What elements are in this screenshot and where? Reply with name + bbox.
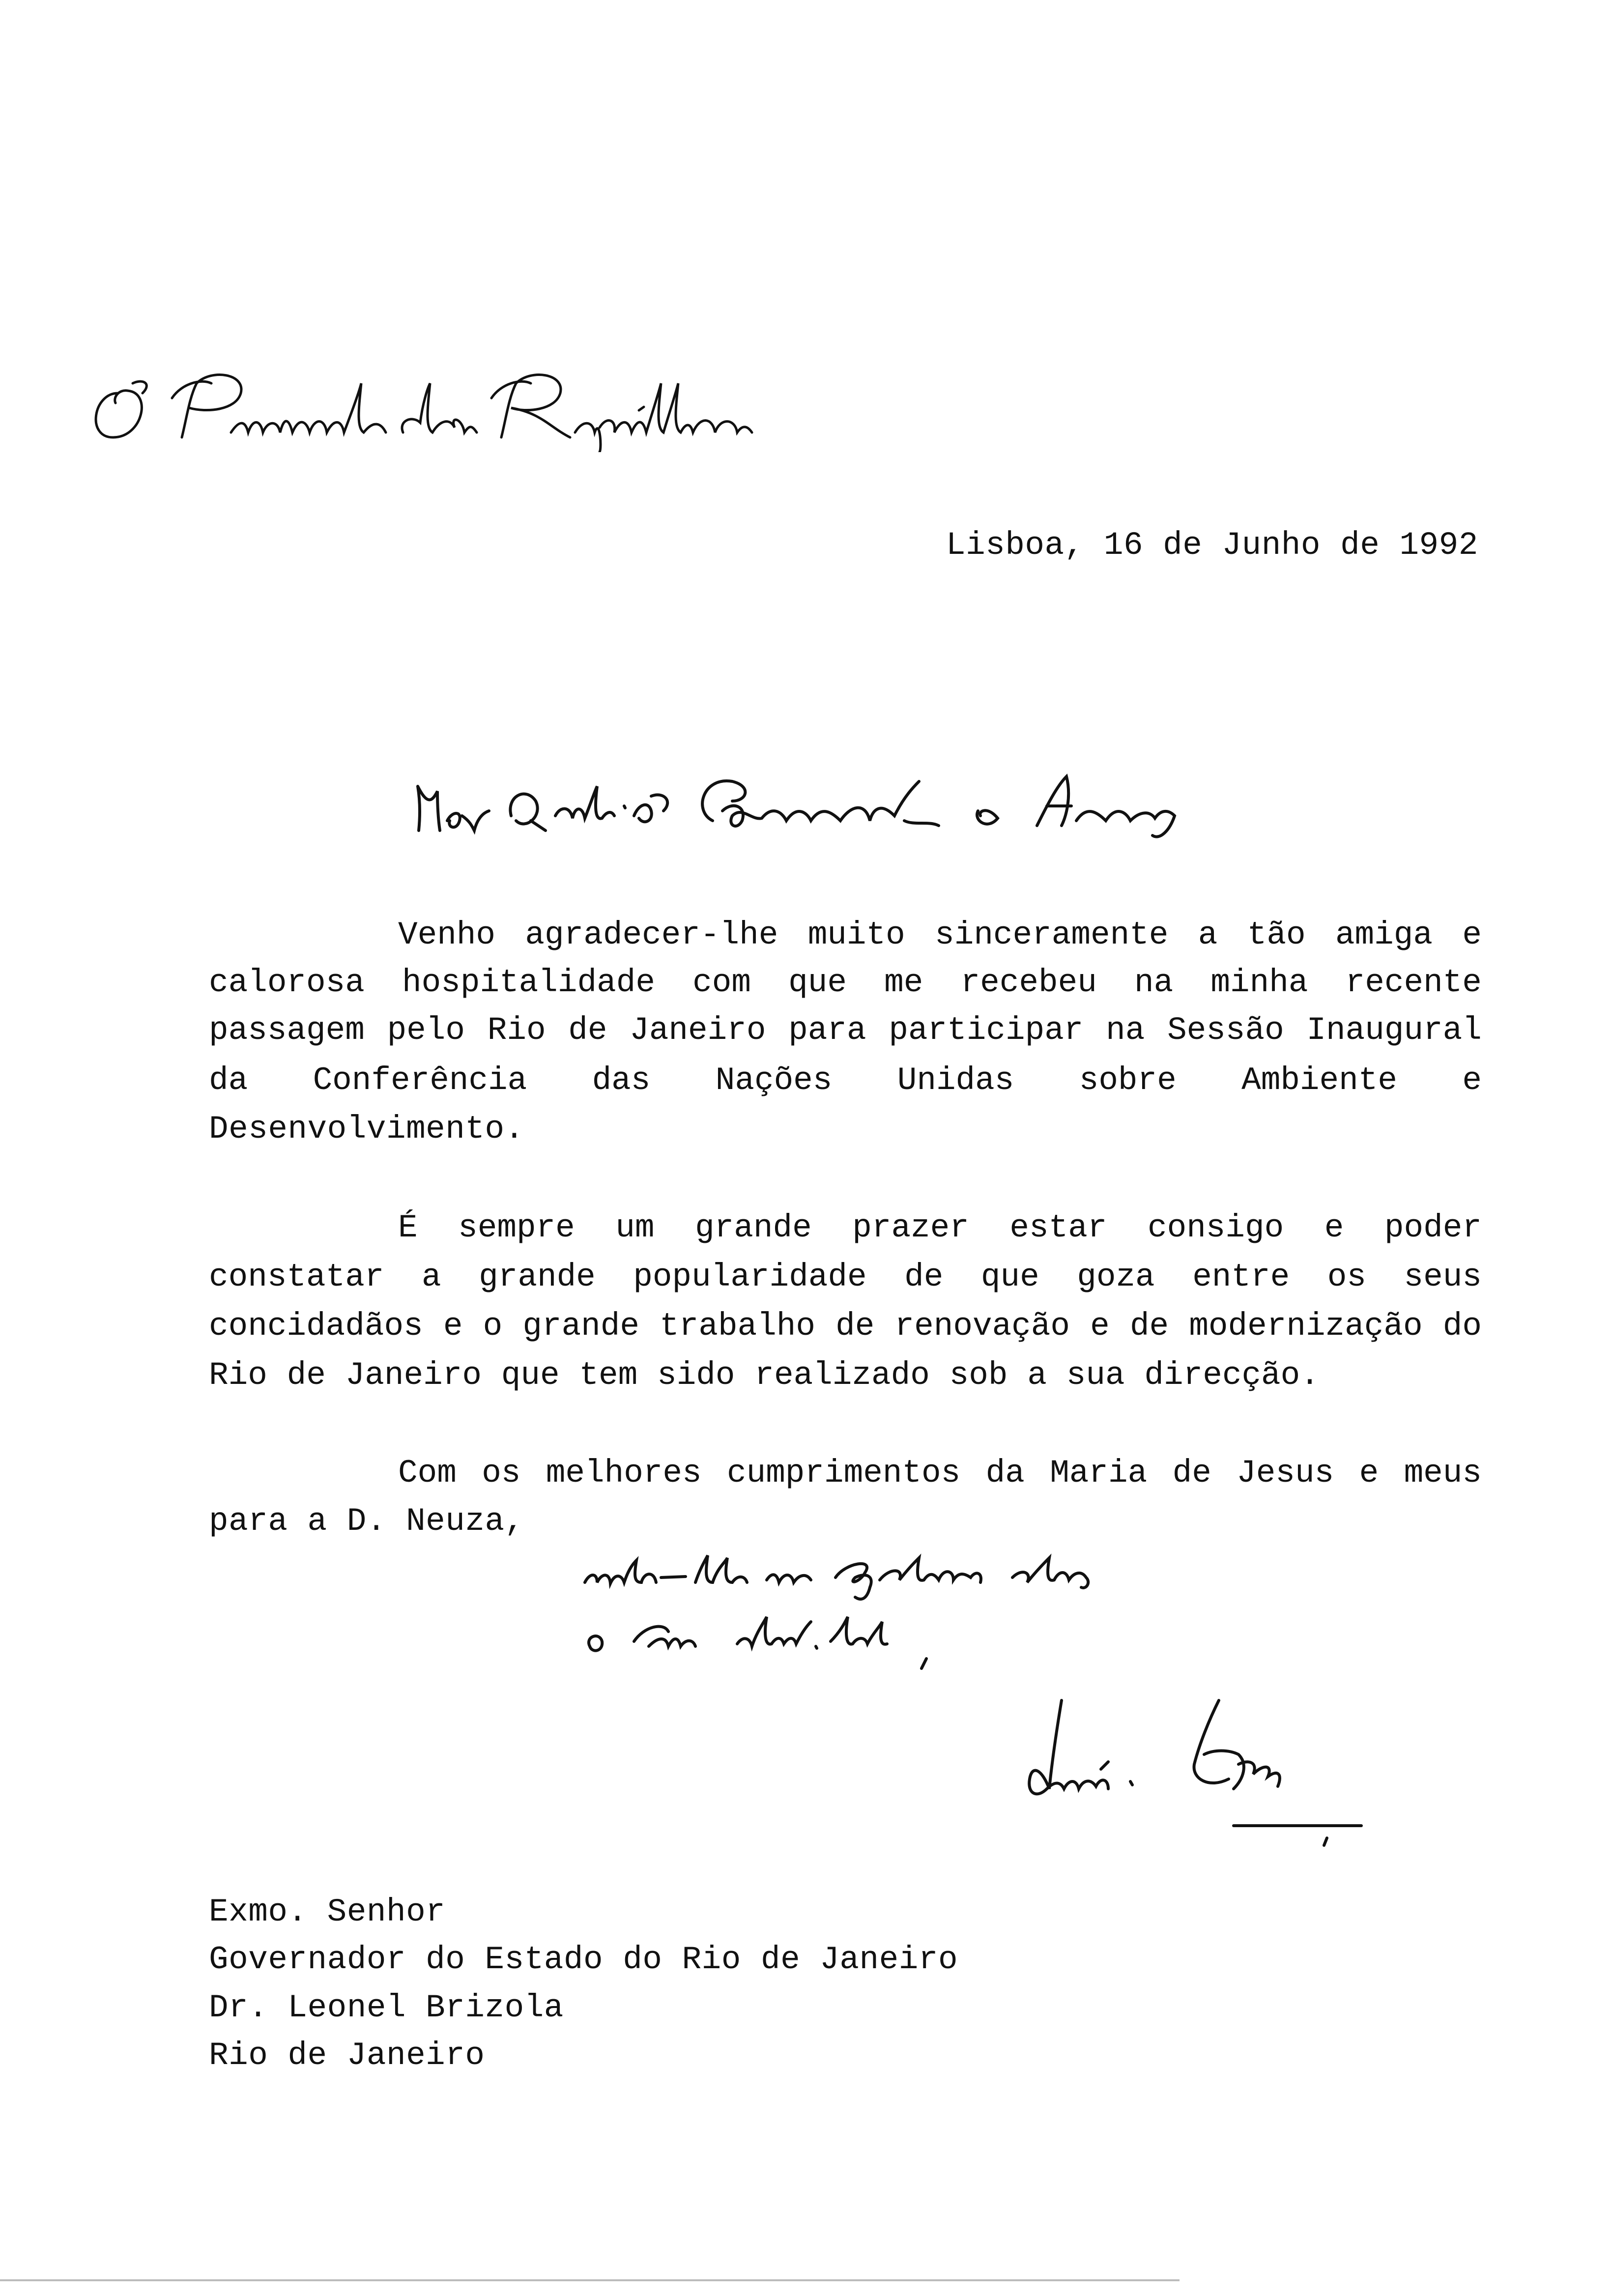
address-line-1: Exmo. Senhor [209,1894,446,1930]
address-line-2: Governador do Estado do Rio de Janeiro [209,1941,958,1978]
handwritten-signature [1022,1691,1376,1867]
handwritten-closing [580,1548,1317,1676]
paragraph-1-line-5: Desenvolvimento. [209,1111,524,1148]
paragraph-2-line-2: constatar a grande popularidade de que goza entre os seus [209,1259,1482,1295]
handwritten-salutation [408,757,1204,840]
paragraph-1-line-2: calorosa hospitalidade com que me recebeu na minha recente [209,964,1482,1001]
paragraph-2-line-1: É sempre um grande prazer estar consigo e poder [398,1209,1482,1246]
paragraph-1-line-1: Venho agradecer-lhe muito sinceramente a tão amiga e [398,917,1482,953]
letterhead-script [84,364,772,452]
place-date: Lisboa, 16 de Junho de 1992 [946,527,1478,564]
scan-edge-rule [0,2279,1180,2281]
paragraph-2-line-4: Rio de Janeiro que tem sido realizado sob a sua direcção. [209,1357,1320,1394]
address-line-3: Dr. Leonel Brizola [209,1989,564,2026]
paragraph-3-line-1: Com os melhores cumprimentos da Maria de Jesus e meus [398,1455,1482,1492]
address-line-4: Rio de Janeiro [209,2037,485,2074]
paragraph-3-line-2: para a D. Neuza, [209,1503,524,1540]
paragraph-1-line-4: da Conferência das Nações Unidas sobre Ambiente e [209,1062,1482,1099]
paragraph-1-line-3: passagem pelo Rio de Janeiro para participar na Sessão Inaugural [209,1012,1482,1049]
paragraph-2-line-3: concidadãos e o grande trabalho de renovação e de modernização do [209,1308,1482,1345]
